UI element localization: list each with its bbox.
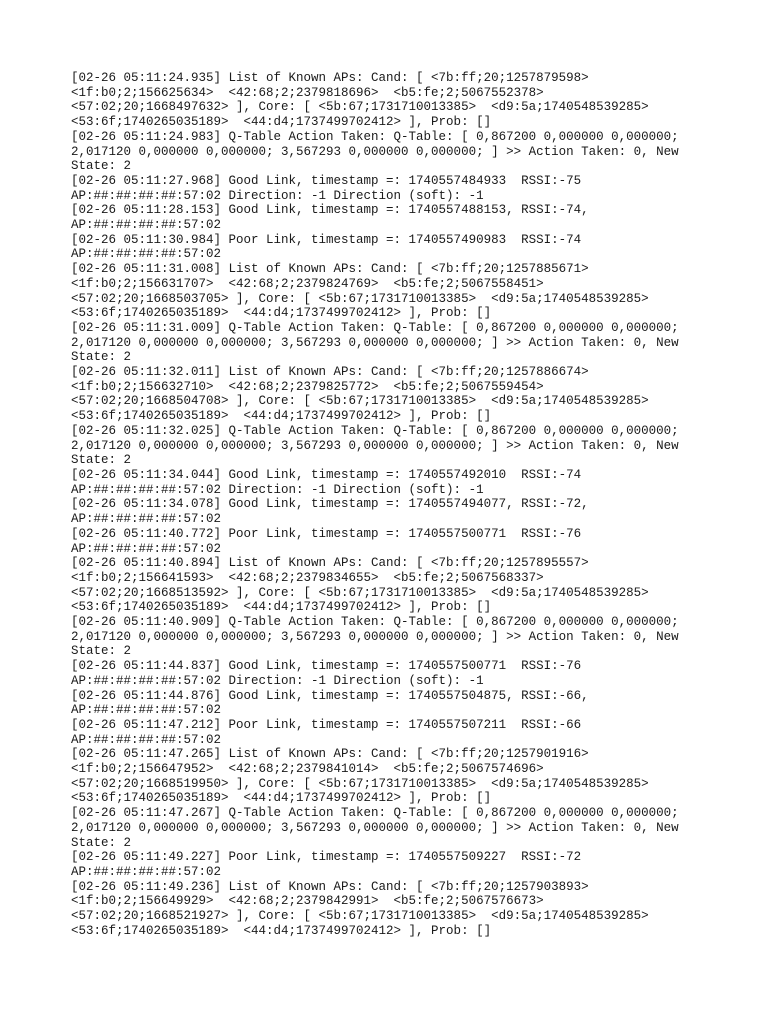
- log-line: <57:02;20;1668513592> ], Core: [ <5b:67;1731710013385> <d9:5a;1740548539285>: [71, 585, 649, 600]
- log-line: <53:6f;1740265035189> <44:d4;1737499702412> ], Prob: []: [71, 791, 492, 806]
- log-line: AP:##:##:##:##:57:02: [71, 703, 222, 718]
- log-line: [02-26 05:11:40.909] Q-Table Action Taken: Q-Table: [ 0,867200 0,000000 0,000000;: [71, 615, 679, 630]
- log-line: [02-26 05:11:44.837] Good Link, timestamp =: 1740557500771 RSSI:-76: [71, 659, 582, 674]
- log-line: <57:02;20;1668504708> ], Core: [ <5b:67;1731710013385> <d9:5a;1740548539285>: [71, 394, 649, 409]
- log-line: State: 2: [71, 159, 132, 174]
- log-line: <57:02;20;1668503705> ], Core: [ <5b:67;1731710013385> <d9:5a;1740548539285>: [71, 291, 649, 306]
- log-line: <53:6f;1740265035189> <44:d4;1737499702412> ], Prob: []: [71, 306, 492, 321]
- log-line: AP:##:##:##:##:57:02 Direction: -1 Direction (soft): -1: [71, 188, 484, 203]
- log-line: AP:##:##:##:##:57:02: [71, 732, 222, 747]
- log-line: 2,017120 0,000000 0,000000; 3,567293 0,000000 0,000000; ] >> Action Taken: 0, New: [71, 144, 679, 159]
- log-line: State: 2: [71, 350, 132, 365]
- log-line: [02-26 05:11:40.772] Poor Link, timestamp =: 1740557500771 RSSI:-76: [71, 526, 582, 541]
- log-line: AP:##:##:##:##:57:02: [71, 218, 222, 233]
- log-text-body: [71, 71, 711, 938]
- log-line: <1f:b0;2;156632710> <42:68;2;2379825772> <b5:fe;2;5067559454>: [71, 379, 544, 394]
- log-line: <53:6f;1740265035189> <44:d4;1737499702412> ], Prob: []: [71, 115, 492, 130]
- log-line: <57:02;20;1668521927> ], Core: [ <5b:67;1731710013385> <d9:5a;1740548539285>: [71, 909, 649, 924]
- log-line: [02-26 05:11:30.984] Poor Link, timestamp =: 1740557490983 RSSI:-74: [71, 232, 582, 247]
- log-line: <1f:b0;2;156647952> <42:68;2;2379841014> <b5:fe;2;5067574696>: [71, 762, 544, 777]
- log-line: [02-26 05:11:31.008] List of Known APs: Cand: [ <7b:ff;20;1257885671>: [71, 262, 589, 277]
- log-line: 2,017120 0,000000 0,000000; 3,567293 0,000000 0,000000; ] >> Action Taken: 0, New: [71, 820, 679, 835]
- log-line: <53:6f;1740265035189> <44:d4;1737499702412> ], Prob: []: [71, 409, 492, 424]
- log-line: [02-26 05:11:27.968] Good Link, timestamp =: 1740557484933 RSSI:-75: [71, 173, 582, 188]
- log-line: [02-26 05:11:47.212] Poor Link, timestamp =: 1740557507211 RSSI:-66: [71, 717, 582, 732]
- log-line: <53:6f;1740265035189> <44:d4;1737499702412> ], Prob: []: [71, 923, 492, 938]
- log-line: [02-26 05:11:32.011] List of Known APs: Cand: [ <7b:ff;20;1257886674>: [71, 365, 589, 380]
- log-line: 2,017120 0,000000 0,000000; 3,567293 0,000000 0,000000; ] >> Action Taken: 0, New: [71, 438, 679, 453]
- log-line: [02-26 05:11:32.025] Q-Table Action Taken: Q-Table: [ 0,867200 0,000000 0,000000;: [71, 423, 679, 438]
- log-line: <57:02;20;1668497632> ], Core: [ <5b:67;1731710013385> <d9:5a;1740548539285>: [71, 100, 649, 115]
- log-line: <1f:b0;2;156625634> <42:68;2;2379818696> <b5:fe;2;5067552378>: [71, 85, 544, 100]
- log-line: <1f:b0;2;156641593> <42:68;2;2379834655> <b5:fe;2;5067568337>: [71, 570, 544, 585]
- log-line: <1f:b0;2;156649929> <42:68;2;2379842991> <b5:fe;2;5067576673>: [71, 894, 544, 909]
- log-line: AP:##:##:##:##:57:02: [71, 541, 222, 556]
- log-line: AP:##:##:##:##:57:02 Direction: -1 Direction (soft): -1: [71, 673, 484, 688]
- log-line: State: 2: [71, 644, 132, 659]
- log-line: <57:02;20;1668519950> ], Core: [ <5b:67;1731710013385> <d9:5a;1740548539285>: [71, 776, 649, 791]
- log-line: <1f:b0;2;156631707> <42:68;2;2379824769> <b5:fe;2;5067558451>: [71, 276, 544, 291]
- log-document: [71, 71, 711, 938]
- log-line: [02-26 05:11:47.265] List of Known APs: Cand: [ <7b:ff;20;1257901916>: [71, 747, 589, 762]
- log-line: [02-26 05:11:24.983] Q-Table Action Taken: Q-Table: [ 0,867200 0,000000 0,000000;: [71, 129, 679, 144]
- log-line: [02-26 05:11:47.267] Q-Table Action Taken: Q-Table: [ 0,867200 0,000000 0,000000;: [71, 806, 679, 821]
- log-line: [02-26 05:11:34.044] Good Link, timestamp =: 1740557492010 RSSI:-74: [71, 467, 582, 482]
- log-line: [02-26 05:11:34.078] Good Link, timestamp =: 1740557494077, RSSI:-72,: [71, 497, 589, 512]
- log-line: AP:##:##:##:##:57:02 Direction: -1 Direction (soft): -1: [71, 482, 484, 497]
- log-line: [02-26 05:11:28.153] Good Link, timestamp =: 1740557488153, RSSI:-74,: [71, 203, 589, 218]
- log-line: State: 2: [71, 835, 132, 850]
- log-line: <53:6f;1740265035189> <44:d4;1737499702412> ], Prob: []: [71, 600, 492, 615]
- log-line: State: 2: [71, 453, 132, 468]
- log-line: [02-26 05:11:49.227] Poor Link, timestamp =: 1740557509227 RSSI:-72: [71, 850, 582, 865]
- log-line: [02-26 05:11:44.876] Good Link, timestamp =: 1740557504875, RSSI:-66,: [71, 688, 589, 703]
- log-line: AP:##:##:##:##:57:02: [71, 864, 222, 879]
- log-line: 2,017120 0,000000 0,000000; 3,567293 0,000000 0,000000; ] >> Action Taken: 0, New: [71, 629, 679, 644]
- log-line: [02-26 05:11:40.894] List of Known APs: Cand: [ <7b:ff;20;1257895557>: [71, 556, 589, 571]
- log-line: AP:##:##:##:##:57:02: [71, 512, 222, 527]
- log-line: [02-26 05:11:49.236] List of Known APs: Cand: [ <7b:ff;20;1257903893>: [71, 879, 589, 894]
- log-line: AP:##:##:##:##:57:02: [71, 247, 222, 262]
- log-line: [02-26 05:11:31.009] Q-Table Action Taken: Q-Table: [ 0,867200 0,000000 0,000000;: [71, 320, 679, 335]
- log-line: [02-26 05:11:24.935] List of Known APs: Cand: [ <7b:ff;20;1257879598>: [71, 71, 589, 85]
- log-line: 2,017120 0,000000 0,000000; 3,567293 0,000000 0,000000; ] >> Action Taken: 0, New: [71, 335, 679, 350]
